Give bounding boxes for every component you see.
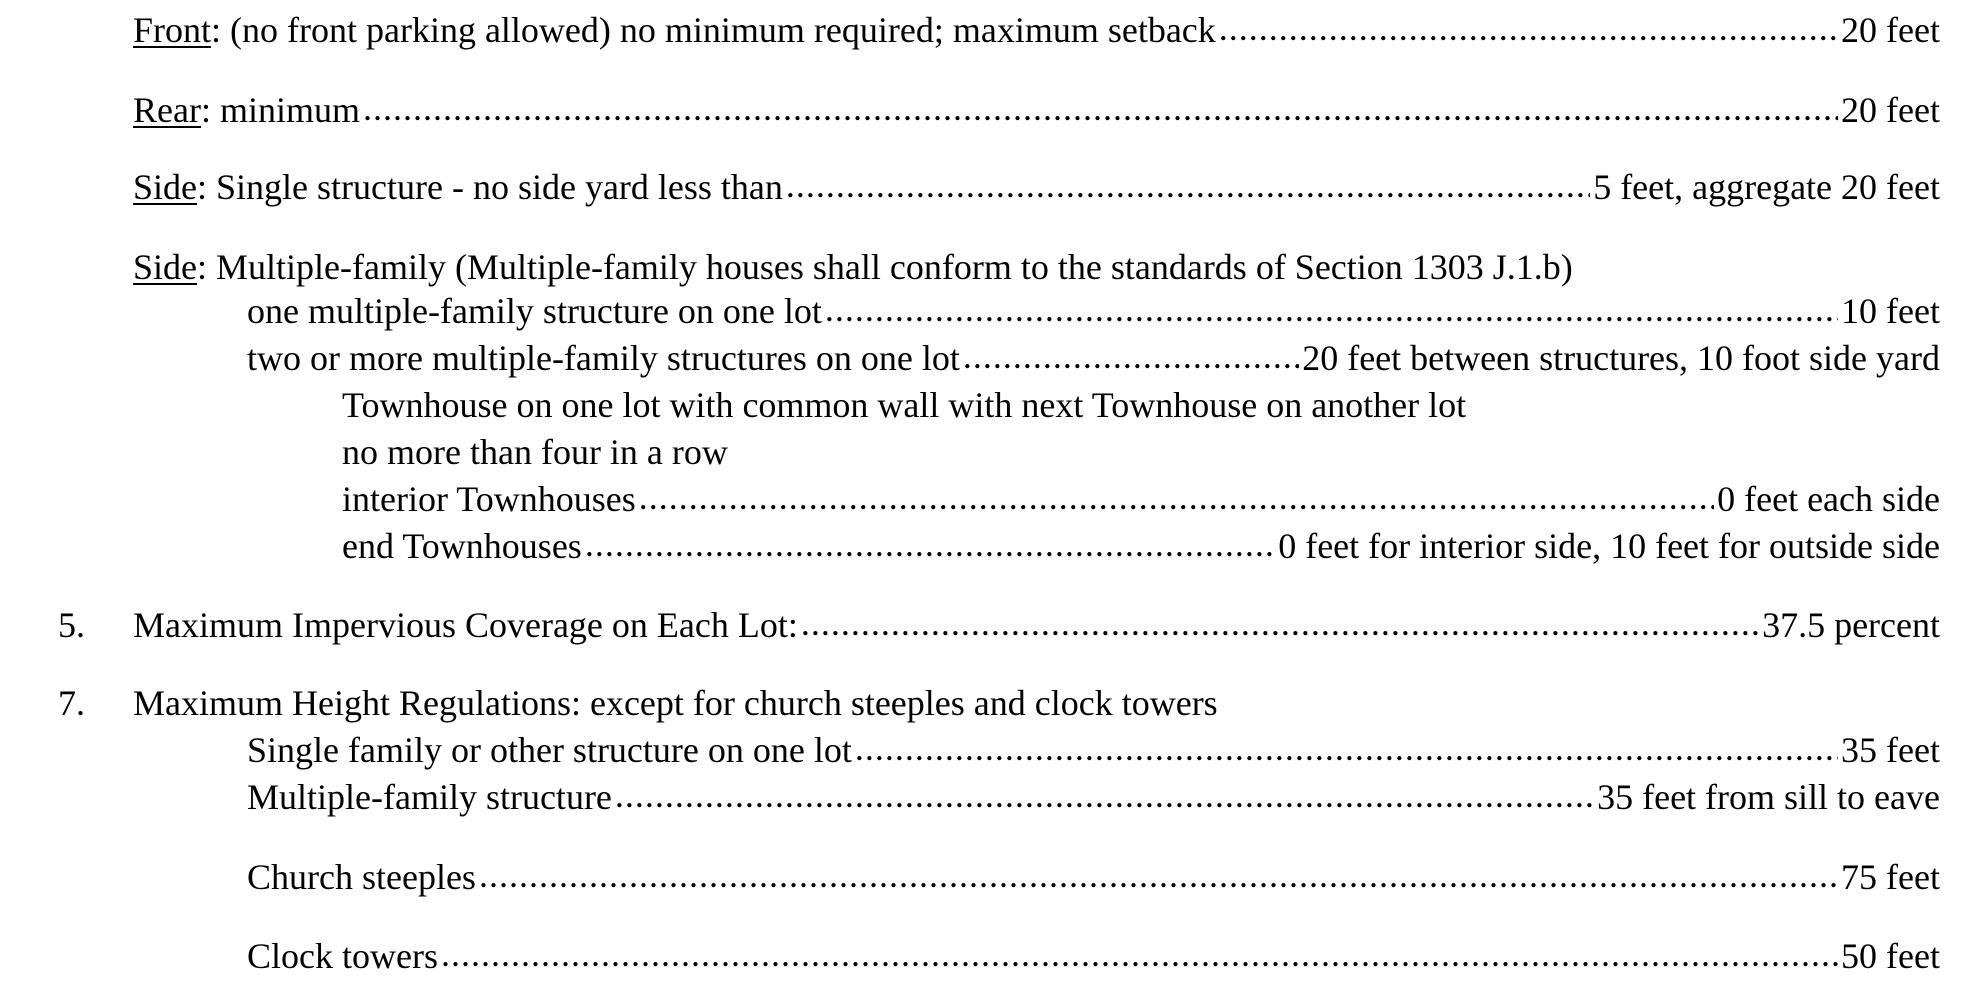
rear-label: Rear	[133, 90, 201, 130]
dot-leader	[786, 163, 1590, 207]
rear-text: : minimum	[200, 90, 360, 130]
two-or-more-text: two or more multiple-family structures on one lot	[247, 338, 960, 378]
dot-leader	[363, 86, 1838, 130]
clock-towers-row	[247, 934, 1940, 978]
church-steeples-row	[247, 855, 1940, 899]
interior-text: interior Townhouses	[342, 479, 636, 519]
church-steeples-text: Church steeples	[247, 857, 476, 897]
side-single-label: Side	[133, 167, 198, 207]
dot-leader	[1219, 6, 1838, 50]
two-or-more-row	[247, 336, 1940, 380]
clock-towers-text: Clock towers	[247, 936, 438, 976]
rear-value: 20 feet	[1841, 90, 1940, 130]
item-7-number: 7.	[58, 683, 85, 723]
side-single-text: : Single structure - no side yard less than	[197, 167, 783, 207]
two-or-more-value: 20 feet between structures, 10 foot side yard	[1302, 338, 1940, 378]
multiple-family-value: 35 feet from sill to eave	[1597, 777, 1940, 817]
dot-leader	[801, 601, 1759, 645]
one-lot-value: 10 feet	[1841, 291, 1940, 331]
townhouse-line-1: Townhouse on one lot with common wall with next Townhouse on another lot	[342, 385, 1467, 425]
dot-leader	[963, 334, 1299, 378]
dot-leader	[585, 522, 1275, 566]
one-lot-text: one multiple-family structure on one lot	[247, 291, 822, 331]
side-multi-label: Side	[133, 247, 198, 287]
dot-leader	[479, 853, 1838, 897]
front-text: : (no front parking allowed) no minimum required; maximum setback	[211, 10, 1216, 50]
interior-townhouses-row	[342, 477, 1940, 521]
item-5-value: 37.5 percent	[1762, 605, 1940, 645]
multiple-family-row	[247, 775, 1940, 819]
end-text: end Townhouses	[342, 526, 582, 566]
front-value: 20 feet	[1841, 10, 1940, 50]
side-multi-heading	[133, 245, 1573, 289]
townhouse-line-2: no more than four in a row	[342, 432, 728, 472]
item-5-number: 5.	[58, 605, 85, 645]
side-single-value: 5 feet, aggregate 20 feet	[1593, 167, 1940, 207]
dot-leader	[441, 932, 1838, 976]
dot-leader	[615, 773, 1594, 817]
item-5-text: Maximum Impervious Coverage on Each Lot:	[133, 605, 798, 645]
dot-leader	[825, 287, 1838, 331]
end-townhouses-row	[342, 524, 1940, 568]
front-label: Front	[133, 10, 212, 50]
item-7-heading: Maximum Height Regulations: except for church steeples and clock towers	[133, 683, 1218, 723]
front-row	[133, 8, 1940, 52]
dot-leader	[639, 475, 1714, 519]
single-family-text: Single family or other structure on one lot	[247, 730, 852, 770]
single-family-value: 35 feet	[1841, 730, 1940, 770]
interior-value: 0 feet each side	[1717, 479, 1940, 519]
item-5-row	[133, 603, 1940, 647]
one-lot-row	[247, 289, 1940, 333]
single-family-row	[247, 728, 1940, 772]
rear-row	[133, 88, 1940, 132]
end-value: 0 feet for interior side, 10 feet for outside side	[1278, 526, 1940, 566]
side-single-row	[133, 165, 1940, 209]
church-steeples-value: 75 feet	[1841, 857, 1940, 897]
side-multi-text: : Multiple-family (Multiple-family houses shall conform to the standards of Section 1303 J.1.b)	[197, 247, 1573, 287]
multiple-family-text: Multiple-family structure	[247, 777, 612, 817]
clock-towers-value: 50 feet	[1841, 936, 1940, 976]
dot-leader	[855, 726, 1838, 770]
